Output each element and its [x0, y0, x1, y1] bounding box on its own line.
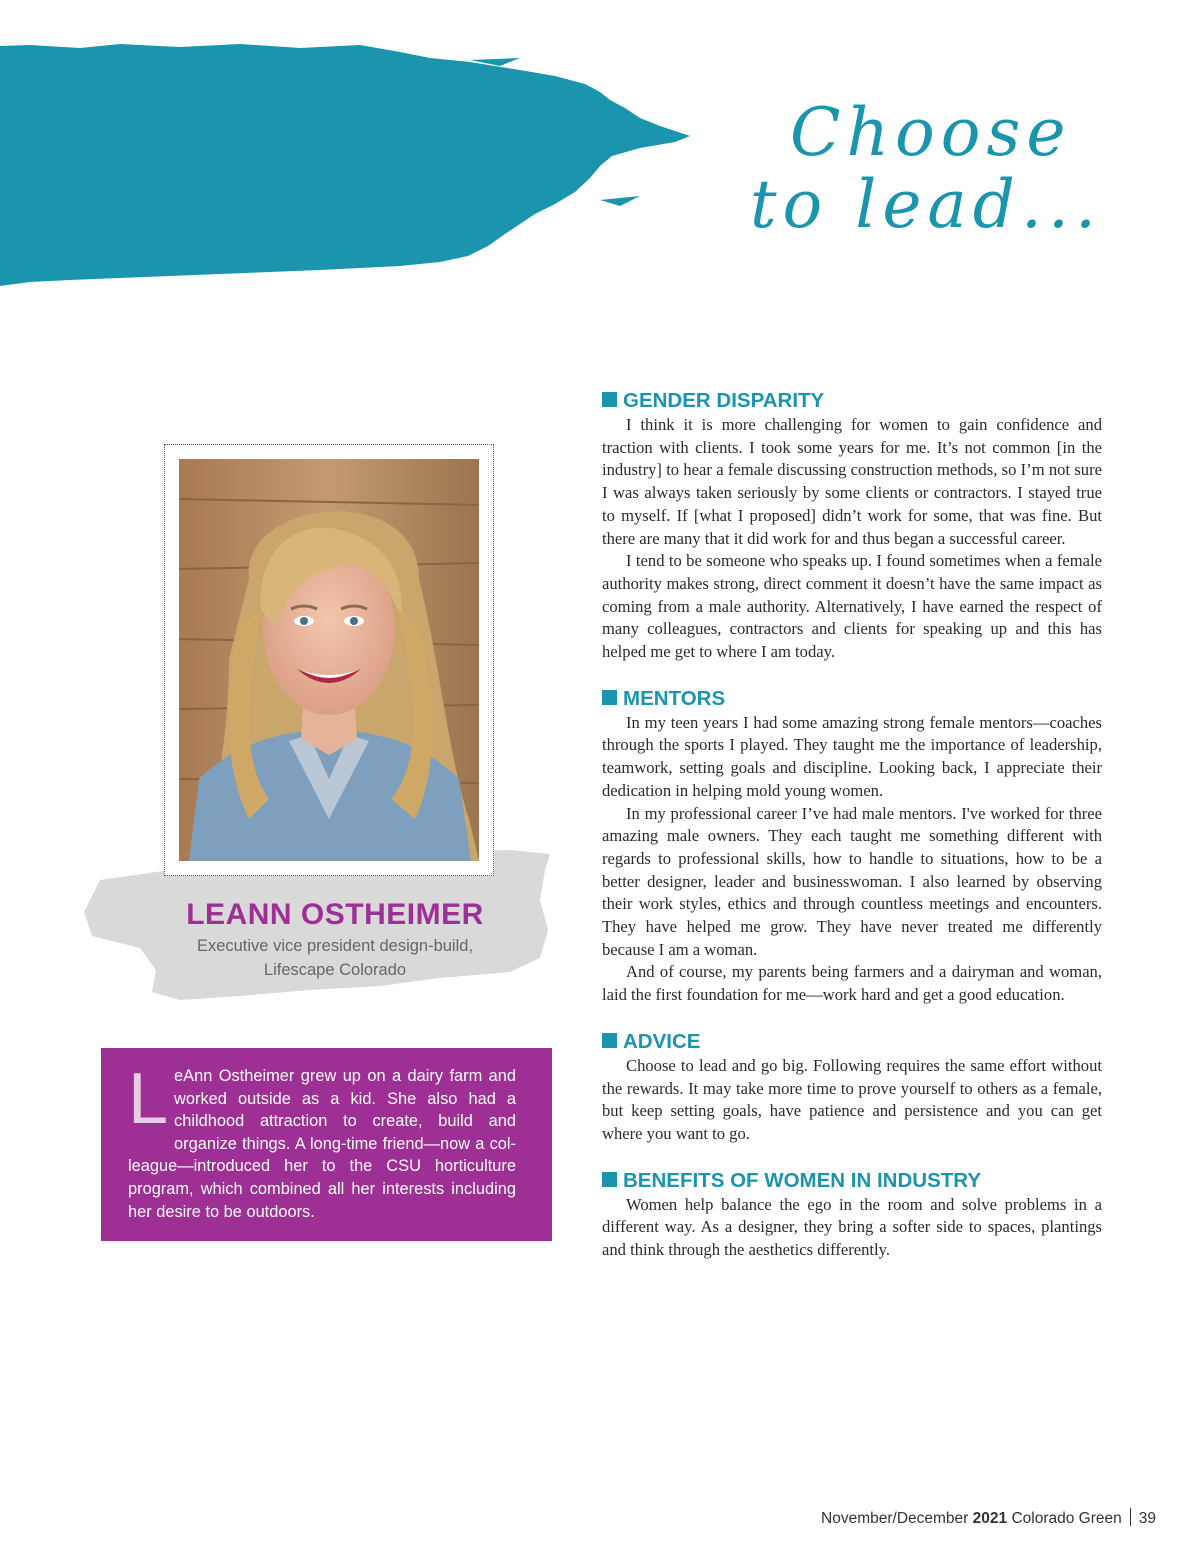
footer-year: 2021 [972, 1510, 1008, 1527]
footer-divider [1130, 1508, 1131, 1526]
paragraph: I tend to be someone who speaks up. I found sometimes when a female authority makes strong, direct comment it doesn’t have the same impact as coming from a male authority. Alternatively, I have earned the respect of many colleagues, contractors and clients for speaking up and this has helped me get to where I am today. [602, 551, 1102, 662]
bio-drop-cap: L [128, 1059, 169, 1139]
teal-brush-stroke [0, 0, 720, 300]
square-bullet-icon [602, 1172, 617, 1187]
section-heading-text: MENTORS [623, 686, 726, 710]
photo-frame [164, 444, 494, 876]
person-name: LEANN OSTHEIMER [186, 898, 484, 931]
article-body [602, 388, 1102, 1284]
page-footer [821, 1508, 1156, 1528]
section-gender-disparity [602, 388, 1102, 664]
bio-box [101, 1048, 552, 1241]
title-line-2: to lead... [750, 166, 1102, 243]
paragraph: In my professional career I’ve had male mentors. I've worked for three amazing male owners. They each taught me something different with regards to professional skills, how to handle to situations, how to be a better designer, leader and businesswoman. I also learned by observing their work styles, ethics and through countless meetings and encounters. They have helped me grow. They have never treated me differently because I am a woman. [602, 803, 1102, 959]
section-mentors [602, 686, 1102, 1007]
paragraph: I think it is more challenging for women to gain confidence and traction with clients. I took some years for me. It’s not common [in the industry] to hear a female discussing construction methods, so I’m not sure I was always taken seriously by some clients or contractors. I stayed true to myself. If [what I proposed] didn’t work for some, that was fine. But there are many that it did work for and thus began a successful career. [602, 415, 1102, 548]
square-bullet-icon [602, 392, 617, 407]
portrait-photo [179, 459, 479, 861]
paragraph: And of course, my parents being farmers and a dairyman and woman, laid the first foundation for me—work hard and get a good education. [602, 962, 1102, 1005]
page-title [740, 94, 1140, 250]
section-heading [602, 388, 1102, 414]
square-bullet-icon [602, 690, 617, 705]
paragraph: Choose to lead and go big. Following requires the same effort without the rewards. It may take more time to prove yourself to others as a female, but keep setting goals, have patience and persistence and you can get where you want to go. [602, 1055, 1102, 1143]
page-number: 39 [1138, 1510, 1156, 1527]
section-heading-text: GENDER DISPARITY [623, 389, 825, 412]
section-heading [602, 686, 1102, 712]
section-benefits [602, 1168, 1102, 1262]
bio-text: eAnn Ostheimer grew up on a dairy farm and worked outside as a kid. She also had a childhood attraction to create, build and organize things. A long-time friend—now a colleague—introduced her to the CSU horticulture program, which combined all her interests including her desire to be outdoors. [128, 1067, 516, 1221]
section-heading-text: BENEFITS OF WOMEN IN INDUSTRY [623, 1168, 981, 1192]
footer-issue: November/December [821, 1510, 969, 1527]
footer-publication: Colorado Green [1011, 1510, 1122, 1527]
paragraph: Women help balance the ego in the room and solve problems in a different way. As a designer, they bring a softer side to spaces, plantings and think through the aesthetics differently. [602, 1194, 1102, 1260]
person-title [100, 934, 570, 982]
person-title-line-2: Lifescape Colorado [263, 961, 407, 979]
section-heading [602, 1168, 1102, 1194]
person-title-line-1: Executive vice president design-build, [196, 937, 474, 955]
paragraph: In my teen years I had some amazing strong female mentors—coaches through the sports I played. They taught me the importance of leadership, teamwork, setting goals and discipline. Looking back, I appreciate their dedication in helping mold young women. [602, 712, 1102, 800]
section-advice [602, 1029, 1102, 1146]
section-heading [602, 1029, 1102, 1055]
square-bullet-icon [602, 1033, 617, 1048]
section-heading-text: ADVICE [623, 1029, 701, 1053]
title-line-1: Choose [790, 94, 1072, 171]
